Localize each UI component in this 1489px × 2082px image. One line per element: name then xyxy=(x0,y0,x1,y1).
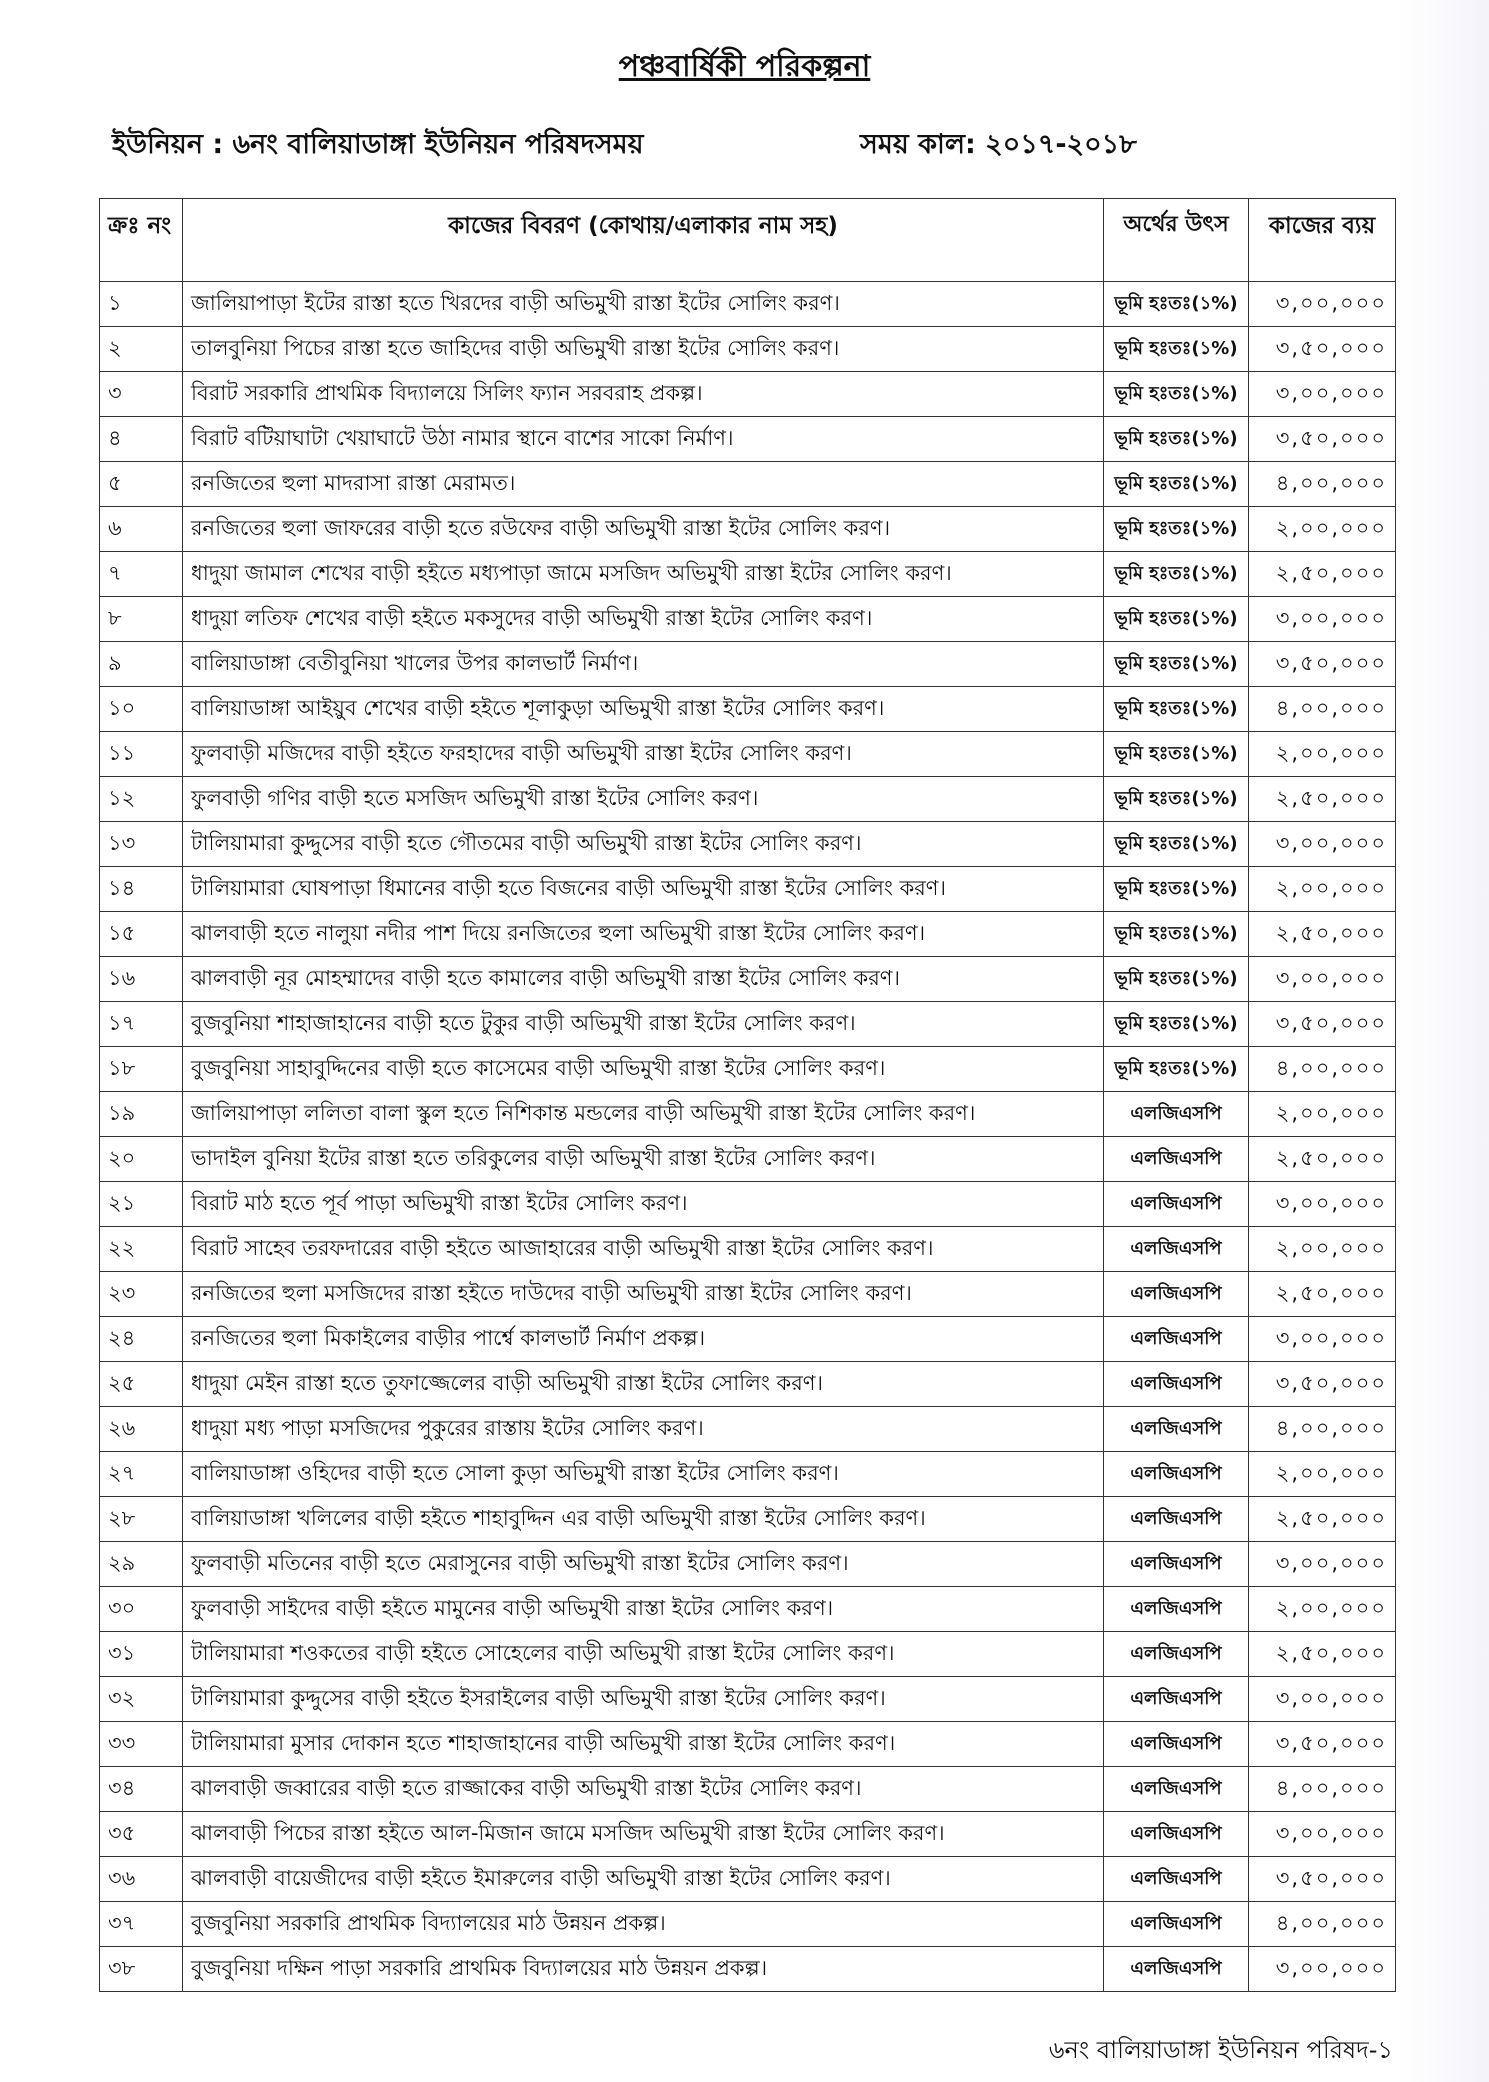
serial-cell: ৩৩ xyxy=(100,1722,183,1767)
serial-cell: ১১ xyxy=(100,732,183,777)
source-cell: ভূমি হঃতঃ(১%) xyxy=(1104,507,1249,552)
serial-cell: ১৪ xyxy=(100,867,183,912)
serial-cell: ৩৬ xyxy=(100,1857,183,1902)
description-cell: ঝালবাড়ী জব্বারের বাড়ী হতে রাজ্জাকের বাড়ী অভিমুখী রাস্তা ইটের সোলিং করণ। xyxy=(183,1767,1104,1812)
description-cell: বিরাট মাঠ হতে পূর্ব পাড়া অভিমুখী রাস্তা ইটের সোলিং করণ। xyxy=(183,1182,1104,1227)
source-cell: ভূমি হঃতঃ(১%) xyxy=(1104,417,1249,462)
source-cell: ভূমি হঃতঃ(১%) xyxy=(1104,912,1249,957)
description-cell: বালিয়াডাঙ্গা খলিলের বাড়ী হইতে শাহাবুদ্দিন এর বাড়ী অভিমুখী রাস্তা ইটের সোলিং করণ। xyxy=(183,1497,1104,1542)
serial-cell: ২৫ xyxy=(100,1362,183,1407)
serial-cell: ২ xyxy=(100,327,183,372)
cost-cell: ৩,০০,০০০ xyxy=(1249,957,1396,1002)
serial-cell: ৩৭ xyxy=(100,1902,183,1947)
serial-cell: ১৩ xyxy=(100,822,183,867)
description-cell: টালিয়ামারা মুসার দোকান হতে শাহাজাহানের বাড়ী অভিমুখী রাস্তা ইটের সোলিং করণ। xyxy=(183,1722,1104,1767)
table-row xyxy=(100,1272,1396,1317)
table-row xyxy=(100,1542,1396,1587)
page-footer: ৬নং বালিয়াডাঙ্গা ইউনিয়ন পরিষদ-১ xyxy=(1048,2036,1393,2064)
header-source: অর্থের উৎস xyxy=(1104,199,1249,282)
cost-cell: ৩,০০,০০০ xyxy=(1249,1677,1396,1722)
serial-cell: ২৮ xyxy=(100,1497,183,1542)
cost-cell: ৩,৫০,০০০ xyxy=(1249,417,1396,462)
table-row xyxy=(100,1722,1396,1767)
source-cell: ভূমি হঃতঃ(১%) xyxy=(1104,282,1249,327)
table-row xyxy=(100,1137,1396,1182)
table-row xyxy=(100,1587,1396,1632)
description-cell: বুজবুনিয়া সাহাবুদ্দিনের বাড়ী হতে কাসেমের বাড়ী অভিমুখী রাস্তা ইটের সোলিং করণ। xyxy=(183,1047,1104,1092)
source-cell: ভূমি হঃতঃ(১%) xyxy=(1104,957,1249,1002)
table-row xyxy=(100,1317,1396,1362)
serial-cell: ১২ xyxy=(100,777,183,822)
source-cell: এলজিএসপি xyxy=(1104,1317,1249,1362)
cost-cell: ৩,০০,০০০ xyxy=(1249,822,1396,867)
description-cell: বিরাট সাহেব তরফদারের বাড়ী হইতে আজাহারের বাড়ী অভিমুখী রাস্তা ইটের সোলিং করণ। xyxy=(183,1227,1104,1272)
cost-cell: ৩,০০,০০০ xyxy=(1249,1542,1396,1587)
serial-cell: ১৬ xyxy=(100,957,183,1002)
table-row xyxy=(100,732,1396,777)
serial-cell: ৩৫ xyxy=(100,1812,183,1857)
table-row xyxy=(100,1677,1396,1722)
source-cell: এলজিএসপি xyxy=(1104,1227,1249,1272)
cost-cell: ৩,০০,০০০ xyxy=(1249,282,1396,327)
header-description: কাজের বিবরণ (কোথায়/এলাকার নাম সহ) xyxy=(183,199,1104,282)
source-cell: এলজিএসপি xyxy=(1104,1902,1249,1947)
serial-cell: ২৬ xyxy=(100,1407,183,1452)
table-row xyxy=(100,1452,1396,1497)
source-cell: এলজিএসপি xyxy=(1104,1362,1249,1407)
serial-cell: ১৭ xyxy=(100,1002,183,1047)
title-text: পঞ্চবার্ষিকী পরিকল্পনা xyxy=(618,49,871,84)
serial-cell: ৩১ xyxy=(100,1632,183,1677)
table-row xyxy=(100,822,1396,867)
description-cell: ফুলবাড়ী গণির বাড়ী হতে মসজিদ অভিমুখী রাস্তা ইটের সোলিং করণ। xyxy=(183,777,1104,822)
table-row xyxy=(100,1767,1396,1812)
description-cell: টালিয়ামারা শওকতের বাড়ী হইতে সোহেলের বাড়ী অভিমুখী রাস্তা ইটের সোলিং করণ। xyxy=(183,1632,1104,1677)
cost-cell: ২,০০,০০০ xyxy=(1249,1587,1396,1632)
table-row xyxy=(100,642,1396,687)
table-row xyxy=(100,1092,1396,1137)
serial-cell: ৬ xyxy=(100,507,183,552)
description-cell: ধাদুয়া লতিফ শেখের বাড়ী হইতে মকসুদের বাড়ী অভিমুখী রাস্তা ইটের সোলিং করণ। xyxy=(183,597,1104,642)
table-row xyxy=(100,687,1396,732)
source-cell: ভূমি হঃতঃ(১%) xyxy=(1104,462,1249,507)
source-cell: ভূমি হঃতঃ(১%) xyxy=(1104,732,1249,777)
cost-cell: ৩,০০,০০০ xyxy=(1249,372,1396,417)
source-cell: ভূমি হঃতঃ(১%) xyxy=(1104,327,1249,372)
union-label: ইউনিয়ন : ৬নং বালিয়াডাঙ্গা ইউনিয়ন পরিষদসময় xyxy=(112,129,644,160)
cost-cell: ৪,০০,০০০ xyxy=(1249,1902,1396,1947)
cost-cell: ৩,০০,০০০ xyxy=(1249,1947,1396,1992)
source-cell: এলজিএসপি xyxy=(1104,1182,1249,1227)
cost-cell: ৪,০০,০০০ xyxy=(1249,462,1396,507)
source-cell: এলজিএসপি xyxy=(1104,1857,1249,1902)
table-body xyxy=(100,282,1396,1992)
source-cell: এলজিএসপি xyxy=(1104,1137,1249,1182)
serial-cell: ৩৮ xyxy=(100,1947,183,1992)
plan-table xyxy=(99,198,1396,1992)
serial-cell: ৩০ xyxy=(100,1587,183,1632)
serial-cell: ৯ xyxy=(100,642,183,687)
description-cell: বালিয়াডাঙ্গা বেতীবুনিয়া খালের উপর কালভার্ট নির্মাণ। xyxy=(183,642,1104,687)
table-row xyxy=(100,1857,1396,1902)
source-cell: এলজিএসপি xyxy=(1104,1407,1249,1452)
cost-cell: ২,০০,০০০ xyxy=(1249,1092,1396,1137)
serial-cell: ১ xyxy=(100,282,183,327)
cost-cell: ২,৫০,০০০ xyxy=(1249,1272,1396,1317)
table-row xyxy=(100,462,1396,507)
table-row xyxy=(100,957,1396,1002)
serial-cell: ১৯ xyxy=(100,1092,183,1137)
serial-cell: ২৯ xyxy=(100,1542,183,1587)
source-cell: এলজিএসপি xyxy=(1104,1947,1249,1992)
source-cell: এলজিএসপি xyxy=(1104,1632,1249,1677)
table-row xyxy=(100,1407,1396,1452)
header-cost: কাজের ব্যয় xyxy=(1249,199,1396,282)
serial-cell: ১৮ xyxy=(100,1047,183,1092)
scan-edge xyxy=(1399,0,1489,2082)
table-header-row xyxy=(100,199,1396,282)
period-label: সময় কাল: ২০১৭-২০১৮ xyxy=(860,129,1137,160)
table-row xyxy=(100,282,1396,327)
table-row xyxy=(100,1632,1396,1677)
cost-cell: ২,৫০,০০০ xyxy=(1249,552,1396,597)
source-cell: ভূমি হঃতঃ(১%) xyxy=(1104,1047,1249,1092)
cost-cell: ৩,৫০,০০০ xyxy=(1249,1722,1396,1767)
description-cell: জালিয়াপাড়া ললিতা বালা স্কুল হতে নিশিকান্ত মন্ডলের বাড়ী অভিমুখী রাস্তা ইটের সোলিং করণ। xyxy=(183,1092,1104,1137)
serial-cell: ২৩ xyxy=(100,1272,183,1317)
document-title xyxy=(0,42,1489,93)
serial-cell: ২১ xyxy=(100,1182,183,1227)
source-cell: এলজিএসপি xyxy=(1104,1542,1249,1587)
description-cell: ঝালবাড়ী হতে নালুয়া নদীর পাশ দিয়ে রনজিতের হুলা অভিমুখী রাস্তা ইটের সোলিং করণ। xyxy=(183,912,1104,957)
description-cell: বিরাট সরকারি প্রাথমিক বিদ্যালয়ে সিলিং ফ্যান সরবরাহ প্রকল্প। xyxy=(183,372,1104,417)
cost-cell: ৩,০০,০০০ xyxy=(1249,597,1396,642)
cost-cell: ৪,০০,০০০ xyxy=(1249,1407,1396,1452)
cost-cell: ৩,৫০,০০০ xyxy=(1249,1857,1396,1902)
table-row xyxy=(100,867,1396,912)
source-cell: ভূমি হঃতঃ(১%) xyxy=(1104,822,1249,867)
serial-cell: ৪ xyxy=(100,417,183,462)
serial-cell: ৫ xyxy=(100,462,183,507)
table-row xyxy=(100,912,1396,957)
cost-cell: ২,৫০,০০০ xyxy=(1249,1497,1396,1542)
header-serial: ক্রঃ নং xyxy=(100,199,183,282)
source-cell: ভূমি হঃতঃ(১%) xyxy=(1104,597,1249,642)
table-row xyxy=(100,507,1396,552)
serial-cell: ৩২ xyxy=(100,1677,183,1722)
source-cell: ভূমি হঃতঃ(১%) xyxy=(1104,687,1249,732)
table-row xyxy=(100,372,1396,417)
description-cell: ধাদুয়া জামাল শেখের বাড়ী হইতে মধ্যপাড়া জামে মসজিদ অভিমুখী রাস্তা ইটের সোলিং করণ। xyxy=(183,552,1104,597)
description-cell: ধাদুয়া মধ্য পাড়া মসজিদের পুকুরের রাস্তায় ইটের সোলিং করণ। xyxy=(183,1407,1104,1452)
serial-cell: ৮ xyxy=(100,597,183,642)
cost-cell: ২,৫০,০০০ xyxy=(1249,912,1396,957)
cost-cell: ৩,০০,০০০ xyxy=(1249,1182,1396,1227)
description-cell: বিরাট বটিয়াঘাটা খেয়াঘাটে উঠা নামার স্থানে বাশের সাকো নির্মাণ। xyxy=(183,417,1104,462)
source-cell: এলজিএসপি xyxy=(1104,1452,1249,1497)
description-cell: বুজবুনিয়া সরকারি প্রাথমিক বিদ্যালয়ের মাঠ উন্নয়ন প্রকল্প। xyxy=(183,1902,1104,1947)
table-row xyxy=(100,1947,1396,1992)
description-cell: বুজবুনিয়া শাহাজাহানের বাড়ী হতে টুকুর বাড়ী অভিমুখী রাস্তা ইটের সোলিং করণ। xyxy=(183,1002,1104,1047)
serial-cell: ৩ xyxy=(100,372,183,417)
cost-cell: ২,০০,০০০ xyxy=(1249,867,1396,912)
serial-cell: ২৭ xyxy=(100,1452,183,1497)
table-row xyxy=(100,1182,1396,1227)
source-cell: ভূমি হঃতঃ(১%) xyxy=(1104,372,1249,417)
table-row xyxy=(100,777,1396,822)
cost-cell: ২,৫০,০০০ xyxy=(1249,1137,1396,1182)
table-row xyxy=(100,1362,1396,1407)
description-cell: রনজিতের হুলা মাদরাসা রাস্তা মেরামত। xyxy=(183,462,1104,507)
description-cell: টালিয়ামারা কুদ্দুসের বাড়ী হতে গৌতমের বাড়ী অভিমুখী রাস্তা ইটের সোলিং করণ। xyxy=(183,822,1104,867)
source-cell: এলজিএসপি xyxy=(1104,1092,1249,1137)
cost-cell: ২,০০,০০০ xyxy=(1249,1452,1396,1497)
source-cell: এলজিএসপি xyxy=(1104,1272,1249,1317)
source-cell: এলজিএসপি xyxy=(1104,1587,1249,1632)
table-row xyxy=(100,417,1396,462)
cost-cell: ৩,৫০,০০০ xyxy=(1249,327,1396,372)
table-row xyxy=(100,597,1396,642)
description-cell: রনজিতের হুলা মিকাইলের বাড়ীর পার্শ্বে কালভার্ট নির্মাণ প্রকল্প। xyxy=(183,1317,1104,1362)
cost-cell: ৪,০০,০০০ xyxy=(1249,687,1396,732)
cost-cell: ৪,০০,০০০ xyxy=(1249,1767,1396,1812)
source-cell: ভূমি হঃতঃ(১%) xyxy=(1104,642,1249,687)
source-cell: এলজিএসপি xyxy=(1104,1812,1249,1857)
cost-cell: ৩,০০,০০০ xyxy=(1249,1317,1396,1362)
source-cell: ভূমি হঃতঃ(১%) xyxy=(1104,867,1249,912)
description-cell: ফুলবাড়ী সাইদের বাড়ী হইতে মামুনের বাড়ী অভিমুখী রাস্তা ইটের সোলিং করণ। xyxy=(183,1587,1104,1632)
description-cell: রনজিতের হুলা মসজিদের রাস্তা হইতে দাউদের বাড়ী অভিমুখী রাস্তা ইটের সোলিং করণ। xyxy=(183,1272,1104,1317)
description-cell: ঝালবাড়ী পিচের রাস্তা হইতে আল-মিজান জামে মসজিদ অভিমুখী রাস্তা ইটের সোলিং করণ। xyxy=(183,1812,1104,1857)
serial-cell: ২০ xyxy=(100,1137,183,1182)
cost-cell: ২,০০,০০০ xyxy=(1249,732,1396,777)
description-cell: ভাদাইল বুনিয়া ইটের রাস্তা হতে তরিকুলের বাড়ী অভিমুখী রাস্তা ইটের সোলিং করণ। xyxy=(183,1137,1104,1182)
cost-cell: ৩,৫০,০০০ xyxy=(1249,1002,1396,1047)
description-cell: টালিয়ামারা কুদ্দুসের বাড়ী হইতে ইসরাইলের বাড়ী অভিমুখী রাস্তা ইটের সোলিং করণ। xyxy=(183,1677,1104,1722)
cost-cell: ৩,৫০,০০০ xyxy=(1249,1362,1396,1407)
table-row xyxy=(100,1227,1396,1272)
table-row xyxy=(100,1812,1396,1857)
description-cell: জালিয়াপাড়া ইটের রাস্তা হতে খিরদের বাড়ী অভিমুখী রাস্তা ইটের সোলিং করণ। xyxy=(183,282,1104,327)
description-cell: তালবুনিয়া পিচের রাস্তা হতে জাহিদের বাড়ী অভিমুখী রাস্তা ইটের সোলিং করণ। xyxy=(183,327,1104,372)
description-cell: বালিয়াডাঙ্গা ওহিদের বাড়ী হতে সোলা কুড়া অভিমুখী রাস্তা ইটের সোলিং করণ। xyxy=(183,1452,1104,1497)
serial-cell: ৭ xyxy=(100,552,183,597)
description-cell: ঝালবাড়ী বায়েজীদের বাড়ী হইতে ইমারুলের বাড়ী অভিমুখী রাস্তা ইটের সোলিং করণ। xyxy=(183,1857,1104,1902)
cost-cell: ২,০০,০০০ xyxy=(1249,1227,1396,1272)
source-cell: ভূমি হঃতঃ(১%) xyxy=(1104,777,1249,822)
cost-cell: ২,৫০,০০০ xyxy=(1249,1632,1396,1677)
table-row xyxy=(100,1047,1396,1092)
source-cell: এলজিএসপি xyxy=(1104,1722,1249,1767)
source-cell: ভূমি হঃতঃ(১%) xyxy=(1104,552,1249,597)
serial-cell: ১৫ xyxy=(100,912,183,957)
serial-cell: ২২ xyxy=(100,1227,183,1272)
description-cell: ধাদুয়া মেইন রাস্তা হতে তুফাজ্জেলের বাড়ী অভিমুখী রাস্তা ইটের সোলিং করণ। xyxy=(183,1362,1104,1407)
description-cell: ফুলবাড়ী মজিদের বাড়ী হইতে ফরহাদের বাড়ী অভিমুখী রাস্তা ইটের সোলিং করণ। xyxy=(183,732,1104,777)
table-row xyxy=(100,327,1396,372)
cost-cell: ৩,০০,০০০ xyxy=(1249,1812,1396,1857)
description-cell: ফুলবাড়ী মতিনের বাড়ী হতে মেরাসুনের বাড়ী অভিমুখী রাস্তা ইটের সোলিং করণ। xyxy=(183,1542,1104,1587)
description-cell: রনজিতের হুলা জাফরের বাড়ী হতে রউফের বাড়ী অভিমুখী রাস্তা ইটের সোলিং করণ। xyxy=(183,507,1104,552)
table-row xyxy=(100,1902,1396,1947)
description-cell: টালিয়ামারা ঘোষপাড়া ধিমানের বাড়ী হতে বিজনের বাড়ী অভিমুখী রাস্তা ইটের সোলিং করণ। xyxy=(183,867,1104,912)
source-cell: এলজিএসপি xyxy=(1104,1767,1249,1812)
serial-cell: ২৪ xyxy=(100,1317,183,1362)
table-row xyxy=(100,552,1396,597)
cost-cell: ৪,০০,০০০ xyxy=(1249,1047,1396,1092)
serial-cell: ৩৪ xyxy=(100,1767,183,1812)
description-cell: বালিয়াডাঙ্গা আইয়ুব শেখের বাড়ী হইতে শূলাকুড়া অভিমুখী রাস্তা ইটের সোলিং করণ। xyxy=(183,687,1104,732)
source-cell: এলজিএসপি xyxy=(1104,1677,1249,1722)
table-row xyxy=(100,1497,1396,1542)
source-cell: এলজিএসপি xyxy=(1104,1497,1249,1542)
source-cell: ভূমি হঃতঃ(১%) xyxy=(1104,1002,1249,1047)
description-cell: ঝালবাড়ী নূর মোহম্মাদের বাড়ী হতে কামালের বাড়ী অভিমুখী রাস্তা ইটের সোলিং করণ। xyxy=(183,957,1104,1002)
serial-cell: ১০ xyxy=(100,687,183,732)
cost-cell: ৩,৫০,০০০ xyxy=(1249,642,1396,687)
cost-cell: ২,৫০,০০০ xyxy=(1249,777,1396,822)
cost-cell: ২,০০,০০০ xyxy=(1249,507,1396,552)
table-row xyxy=(100,1002,1396,1047)
description-cell: বুজবুনিয়া দক্ষিন পাড়া সরকারি প্রাথমিক বিদ্যালয়ের মাঠ উন্নয়ন প্রকল্প। xyxy=(183,1947,1104,1992)
